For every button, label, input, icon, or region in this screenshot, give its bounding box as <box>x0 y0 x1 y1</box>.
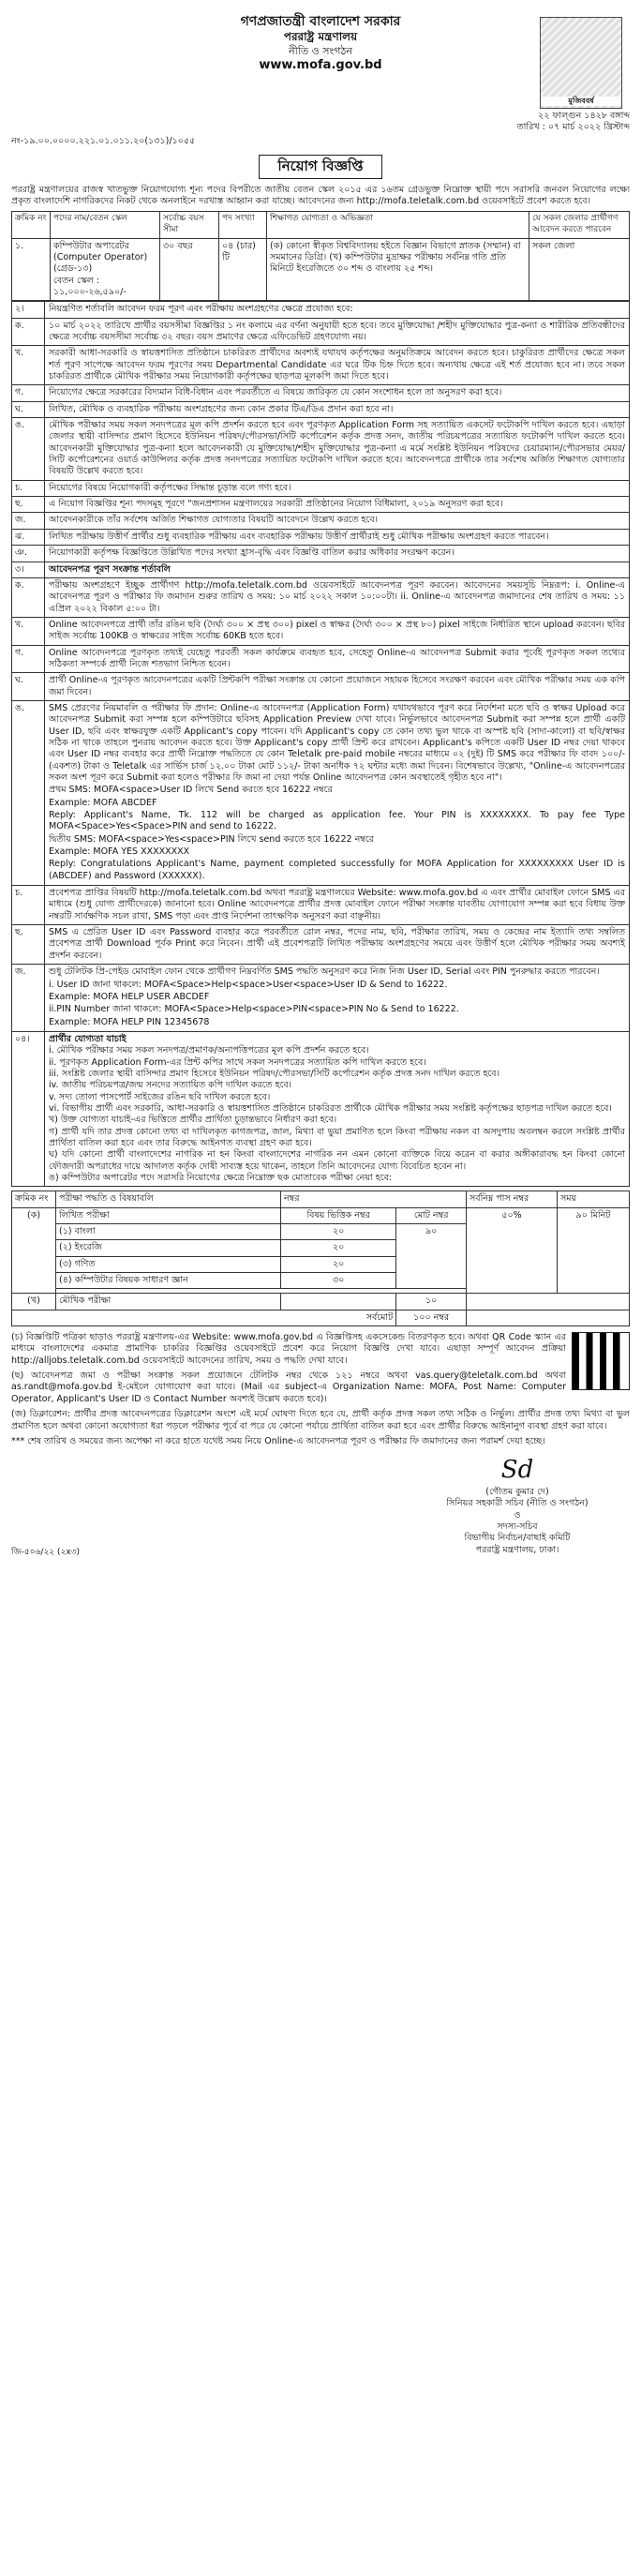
row-serial: ১. <box>12 238 51 301</box>
item-num: গ. <box>12 385 45 400</box>
list-item <box>12 885 629 924</box>
retrieve-user-id: i. User ID জানা থাকলে: MOFA<Space>Help<space>User<space>User ID & Send to 16222. <box>49 979 448 990</box>
list-item <box>12 645 629 673</box>
verification-item: ii. পূরণকৃত Application Form-এর প্রিন্ট কপির সাথে সকল সনদপত্রের সত্যায়িত কপি দাখিল করতে হবে। <box>49 1056 426 1068</box>
closing-note: *** শেষ তারিখ ও সময়ের জন্য অপেক্ষা না করে হাতে যথেষ্ট সময় নিয়ে Online-এ আবেদনপত্র পূরণ ও পরীক্ষার ফি জমাদানের জন্য পরামর্শ দেয়া হচ্ছে। <box>11 1435 545 1446</box>
item-text: প্রবেশপত্র প্রাপ্তির বিষয়টি http://mofa.teletalk.com.bd অথবা পররাষ্ট্র মন্ত্রণালয়ের Website: www.mofa.gov.bd এ এবং প্রার্থীর মোবাইল ফোনে SMS এর মাধ্যমে (শুধু যোগ্য প্রার্থীদেরকে) জানানো হবে। Online আবেদনপত্রে প্রার্থীর প্রদত্ত মোবাইল ফোনে পরীক্ষা সংক্রান্ত যাবতীয় যোগাযোগ সম্পন্ন করা হবে বিধায় উক্ত নম্বরটি সার্বক্ষণিক সচল রাখা, SMS পড়া এবং প্রাপ্ত নির্দেশনা তাৎক্ষণিক অনুসরণ করা বাঞ্ছনীয়। <box>49 888 625 921</box>
subject-cell <box>56 1240 281 1256</box>
pass-marks: ৫০% <box>467 1207 558 1294</box>
sms-first-example: Example: MOFA ABCDEF <box>49 797 157 808</box>
subject-id: (২) <box>59 1242 72 1253</box>
subject-marks: ২০ <box>281 1224 396 1240</box>
retrieve-pin-example: Example: MOFA HELP PIN 12345678 <box>49 1016 210 1027</box>
item-text: পরীক্ষায় অংশগ্রহণে ইচ্ছুক প্রার্থীগণ http://mofa.teletalk.com.bd ওয়েবসাইটে আবেদনপত্র পূরণ করবেন। আবেদনের সময়সূচি নিম্নরূপ: i. Online-এ আবেদনপত্র পূরণ ও পরীক্ষার ফি জমাদান শুরুর তারিখ ও সময়: ১০ মার্চ ২০২২ সকাল ১০:০০টা। ii. Online-এ আবেদনপত্র জমাদানের শেষ তারিখ ও সময়: ১১ এপ্রিল ২০২২ বিকাল ৫:০০ টা। <box>49 579 625 614</box>
row-post <box>51 238 160 301</box>
marks-col-method: পরীক্ষা পদ্ধতি ও বিষয়াবলি <box>56 1191 281 1207</box>
list-item <box>12 964 629 1031</box>
row-qualification: (ক) কোনো স্বীকৃত বিশ্ববিদ্যালয় হইতে বিজ্ঞান বিভাগে স্নাতক (সম্মান) বা সমমানের ডিগ্রি। (খ) কম্পিউটার মুদ্রাক্ষর পরীক্ষায় সর্বনিম্ন গতি প্রতি মিনিটে ইংরেজিতে ৩০ শব্দ ও বাংলায় ২৫ শব্দ। <box>267 238 529 301</box>
item-num: জ. <box>12 513 45 528</box>
list-item <box>12 577 629 617</box>
total-label: সর্বমোট <box>12 1310 396 1325</box>
item-num: ঙ. <box>12 418 45 480</box>
wing-title: নীতি ও সংগঠন <box>289 44 352 57</box>
col-post: পদের নাম/বেতন স্কেল <box>51 212 160 238</box>
subject-marks: ২০ <box>281 1256 396 1272</box>
verification-title: প্রার্থীর যোগ্যতা যাচাই <box>49 1033 127 1044</box>
note-contact: (ছ) আবেদনপত্র জমা ও পরীক্ষা সংক্রান্ত সকল প্রয়োজনে টেলিটক নম্বর থেকে ১২১ নম্বরে অথবা vas.query@teletalk.com.bd অথবা as.randt@mofa.gov.bd ই-মেইলে যোগাযোগ করা যাবে। (Mail এর subject-এ Organization Name: MOFA, Post Name: Computer Operator, Applicant's User ID ও Contact Number অবশ্যই উল্লেখ করতে হবে)। <box>11 1370 566 1404</box>
list-item <box>12 496 629 512</box>
item-num: গ. <box>12 646 45 673</box>
item-num: ৩। <box>12 562 45 577</box>
viva-serial: (খ) <box>12 1294 56 1310</box>
verification-extra: গ) প্রার্থী যদি তার প্রদত্ত কোনো তথ্য বা দাখিলকৃত কাগজপত্র, জাল, মিথ্যা বা ভুয়া প্রমাণিত হলে কিংবা পরীক্ষায় নকল বা অসদুপায় অবলম্বন করলে সংশ্লিষ্ট প্রার্থীর প্রার্থিতা বাতিল করা হবে এবং তার বিরুদ্ধে আইনগত ব্যবস্থা গ্রহণ করা হবে। <box>49 1126 625 1148</box>
final-notes <box>11 1332 566 1409</box>
item-text: লিখিত পরীক্ষায় উত্তীর্ণ প্রার্থীর শুধু ব্যবহারিক পরীক্ষায় এবং ব্যবহারিক পরীক্ষায় উত্তীর্ণ প্রার্থীরাই শুধু মৌখিক পরীক্ষায় অংশগ্রহণ করতে পারবেন। <box>49 531 549 542</box>
logo-label: মুজিববর্ষ <box>541 97 621 106</box>
verification-extra: খ) উক্ত যোগ্যতা যাচাই-এর ভিত্তিতে প্রার্থীর প্রার্থিতা চূড়ান্তভাবে নির্ধারণ করা হবে। <box>49 1115 337 1126</box>
post-scale-label: বেতন স্কেল : <box>53 275 99 286</box>
signatory-and: ও <box>514 1509 521 1520</box>
qr-code[interactable] <box>572 1332 630 1390</box>
subject-cell <box>56 1273 281 1289</box>
item-text: নিয়োগের ক্ষেত্রে সরকারের বিদ্যমান বিধি-বিধান এবং পরবর্তীতে এ বিষয়ে জারিকৃত যে কোন সংশোধন হলে তা অনুসরণ করা হবে। <box>49 387 502 398</box>
marks-col-time: সময় <box>558 1191 630 1207</box>
subject-marks: ৩০ <box>281 1273 396 1289</box>
viva-marks: ১০ <box>396 1294 467 1310</box>
list-item <box>12 318 629 346</box>
final-notes-block <box>11 1332 630 1409</box>
table-row <box>12 1294 630 1310</box>
item-num: চ. <box>12 481 45 496</box>
signatory-designation: সিনিয়র সহকারী সচিব (নীতি ও সংগঠন) <box>446 1498 589 1509</box>
sms-first-reply: Reply: Applicant's Name, Tk. 112 will be charged as application fee. Your PIN is XXXXXXXX. To pay fee Type MOFA<Space>Yes<Space>PIN and send to 16222. <box>49 810 625 832</box>
list-item <box>12 401 629 417</box>
list-item <box>12 700 629 885</box>
written-total: ৯০ <box>396 1224 467 1289</box>
table-row <box>12 1207 630 1223</box>
website-link[interactable]: www.mofa.gov.bd <box>259 58 382 73</box>
marks-table <box>11 1191 630 1326</box>
subject-id: (৩) <box>59 1258 72 1269</box>
item-text: মৌখিক পরীক্ষার সময় সকল সনদপত্রের মূল কপি প্রদর্শন করতে হবে এবং পূরণকৃত Application Form সহ সত্যায়িত একসেট ফটোকপি দাখিল করতে হবে। এছাড়া জেলার স্থায়ী বাসিন্দার প্রমাণ হিসেবে ইউনিয়ন পরিষদ/পৌরসভা/সিটি কর্পোরেশন কর্তৃক প্রদত্ত সনদ, জাতীয় পরিচয়পত্রের সত্যায়িত ফটোকপি দাখিল করতে হবে। আবেদনকারী মুক্তিযোদ্ধার পুত্র-কন্যা হলে আবেদনকারী যে মুক্তিযোদ্ধা/শহীদ মুক্তিযোদ্ধার পুত্র-কন্যা এ মর্মে সংশ্লিষ্ট ইউনিয়ন পরিষদের চেয়ারম্যান/পৌরসভার মেয়র/সিটি কর্পোরেশনের ওয়ার্ড কাউন্সিলর কর্তৃক প্রদত্ত সনদপত্রের সত্যায়িত ফটোকপি দাখিল করতে হবে। আবেদনপত্রে প্রার্থীকে তার সর্বশেষ অর্জিত শিক্ষাগত যোগ্যতার বিষয়টি উল্লেখ করতে হবে। <box>49 420 625 477</box>
note-declaration: (জ) ডিক্লারেশন: প্রার্থীর প্রদত্ত আবেদনপত্রের ডিক্লারেশন অংশে এই মর্মে ঘোষণা দিতে হবে যে, প্রার্থী কর্তৃক প্রদত্ত সকল তথ্য সঠিক ও নির্ভুল। প্রার্থীর প্রদত্ত তথ্য মিথ্যা বা ভুল প্রমাণিত হলে অথবা কোনো অযোগ্যতা ধরা পড়লে পরীক্ষার পূর্বে বা পরে যে কোনো পর্যায়ে প্রার্থিতা বাতিল করা হবে এবং প্রার্থীর বিরুদ্ধে আইনানুগ ব্যবস্থা গ্রহণ করা যাবে। <box>11 1409 630 1431</box>
list-item <box>12 617 629 645</box>
list-item <box>12 924 629 964</box>
subject-marks: ২০ <box>281 1240 396 1256</box>
exam-time: ৯০ মিনিট <box>558 1207 630 1294</box>
retrieve-pin: ii.PIN Number জানা থাকলে: MOFA<Space>Help<space>PIN<space>PIN No & Send to 16222. <box>49 1004 459 1015</box>
item-num: ০৪। <box>12 1032 45 1186</box>
col-districts: যে সকল জেলার প্রার্থীগণ আবেদন করতে পারবেন <box>529 212 630 238</box>
date-bangla: ২২ ফাল্গুন ১৪২৮ বঙ্গাব্দ <box>538 111 630 121</box>
item-num: ঝ. <box>12 530 45 545</box>
table-row <box>12 1310 630 1325</box>
govt-title: গণপ্রজাতন্ত্রী বাংলাদেশ সরকার <box>240 14 401 29</box>
ministry-title: পররাষ্ট্র মন্ত্রণালয় <box>283 30 358 44</box>
item-text: আবেদনপত্র পূরণ সংক্রান্ত শর্তাবলি <box>49 563 171 575</box>
note-website: (চ) বিজ্ঞপ্তিটি পত্রিকা ছাড়াও পররাষ্ট্র মন্ত্রণালয়-এর Website: www.mofa.gov.bd এ বিজ্ঞপ্তিসহ একসেকেন্ড বিতরণকৃত হবে। অথবা QR Code স্ক্যান এর মাধ্যমে বাংলাদেশের একমাত্র প্রামাণিক চাকরির বিজ্ঞপ্তির ওয়েবসাইটে প্রবেশ করে নিয়োগ বিজ্ঞপ্তি দেখা যাবে। এছাড়া সম্পূর্ণ আবেদন প্রক্রিয়া http://alljobs.teletalk.com.bd ওয়েবসাইটে আবেদনের তারিখ, সময় ও পদ্ধতি দেখা যাবে। <box>11 1332 566 1366</box>
item-num: ঙ. <box>12 701 45 885</box>
viva-sub-cell <box>281 1294 396 1310</box>
item-text: Online আবেদনপত্রে প্রার্থী তাঁর রঙিন ছবি (দৈর্ঘ্য ৩০০ × প্রস্থ ৩০০) pixel ও স্বাক্ষর (দৈর্ঘ্য ৩০০ × প্রস্থ ৮০) pixel সাইজে নির্ধারিত স্থানে upload করবেন। ছবির সাইজ সর্বোচ্চ 100KB ও স্বাক্ষরের সাইজ সর্বোচ্চ 60KB হতে হবে। <box>49 619 625 642</box>
header <box>11 13 630 118</box>
item-text: লিখিত, মৌখিক ও ব্যবহারিক পরীক্ষায় অংশগ্রহণের জন্য কোন প্রকার টিএ/ডিএ প্রদান করা হবে না। <box>49 403 394 414</box>
post-table <box>11 211 630 301</box>
viva-method: মৌখিক পরীক্ষা <box>56 1294 281 1310</box>
sms-second-label: দ্বিতীয় SMS: MOFA<space>Yes<space>PIN লিখে send করতে হবে 16222 নম্বরে <box>49 833 374 845</box>
item-num: ২। <box>12 302 45 317</box>
marks-col-marks: নম্বর <box>281 1191 467 1207</box>
viva-empty-cell <box>467 1294 630 1310</box>
row-districts: সকল জেলা <box>529 238 630 301</box>
item-text: এ নিয়োগ বিজ্ঞপ্তির শূন্য পদসমূহ পূরণে "জনপ্রশাসন মন্ত্রণালয়ের সরকারী প্রতিষ্ঠানের নিয়োগ বিধিমালা, ২০১৯ অনুসরণ করা হবে। <box>49 499 503 510</box>
subject-name: ইংরেজি <box>74 1242 102 1253</box>
total-marks: ১০০ নম্বর <box>396 1310 467 1325</box>
post-table-header <box>12 212 630 238</box>
col-count: পদ সংখ্যা <box>219 212 267 238</box>
item-text: নিয়োগের বিষয়ে নিয়োগকারী কর্তৃপক্ষের সিদ্ধান্ত চূড়ান্ত বলে গণ্য হবে। <box>49 482 291 493</box>
item-num: ছ. <box>12 497 45 512</box>
date-gregorian-row <box>11 122 630 133</box>
item-num: ক. <box>12 578 45 617</box>
conditions-list <box>11 301 630 1187</box>
verification-block <box>45 1032 629 1186</box>
retrieve-block <box>45 965 629 1031</box>
committee-name: বিভাগীয় নির্বাচন/বাছাই কমিটি <box>464 1533 571 1544</box>
retrieve-intro: শুধু টেলিটক প্রি-পেইড মোবাইল ফোন থেকে প্রার্থীগণ নিম্নবর্ণিত SMS পদ্ধতি অনুসরণ করে নিজ নিজ User ID, Serial এবং PIN পুনরুদ্ধার করতে পারবেন। <box>49 966 600 978</box>
verification-item: iv. জাতীয় পরিচয়পত্র/জন্ম সনদের সত্যায়িত কপি দাখিল করতে হবে। <box>49 1080 292 1091</box>
list-item <box>12 384 629 400</box>
footer-reference: জি-৫০৬/২২ (২x৩) <box>11 1547 81 1557</box>
date-gregorian: ০৭ মার্চ ২০২২ খ্রিস্টাব্দ <box>547 122 630 133</box>
notice-title: নিয়োগ বিজ্ঞপ্তি <box>259 155 382 179</box>
date-label: তারিখ : <box>516 122 545 133</box>
list-item <box>12 345 629 384</box>
list-item <box>12 512 629 528</box>
subject-cell <box>56 1256 281 1272</box>
written-method: লিখিত পরীক্ষা <box>56 1207 281 1223</box>
signature: Sd <box>500 1456 534 1485</box>
post-grade: (গ্রেড-১৩) <box>53 263 93 275</box>
col-age: সর্বোচ্চ বয়স সীমা <box>160 212 219 238</box>
verification-item: v. সদ্য তোলা পাসপোর্ট সাইজের রঙিন ছবি দাখিল করতে হবে। <box>49 1091 271 1102</box>
subject-name: গণিত <box>74 1258 96 1269</box>
item-num: খ. <box>12 618 45 645</box>
verification-item: vi. বিভাগীয় প্রার্থী এবং সরকারি, আধা-সরকারি ও স্বায়ত্তশাসিত প্রতিষ্ঠানে চাকরিরত প্রার্থীকে মৌখিক পরীক্ষার সময় সংশ্লিষ্ট কর্তৃপক্ষের ছাড়পত্র দাখিল করতে হবে। <box>49 1102 612 1114</box>
item-text: নিয়ন্ত্রণিত শর্তাবলি আবেদন ফরম পূরণ এবং পরীক্ষায় অংশগ্রহণের ক্ষেত্রে প্রযোজ্য হবে: <box>49 304 353 315</box>
item-text: সরকারী আধা-সরকারি ও স্বায়ত্তশাসিত প্রতিষ্ঠানে চাকরিরত প্রার্থীদের অবশ্যই যথাযথ কর্তৃপক্ষের অনুমতিক্রমে আবেদন করতে হবে। চাকুরিরত প্রার্থীদের ক্ষেত্রে সকল শর্ত পূরণ সাপেক্ষে আবেদন ফরম পূরণের সময় Departmental Candidate এর ঘরে টিক চিহ্ন দিতে হবে। অন্যথায় ক্ষেত্রে এই শর্ত প্রযোজ্য হবে না। তবে সকল চাকরিরত প্রার্থীকে মৌখিক পরীক্ষার সময় নিয়োগকারী কর্তৃপক্ষের ছাড়পত্র মূলকপি জমা দিতে হবে। <box>49 348 625 382</box>
list-item <box>12 529 629 545</box>
signatory-role: সদস্য-সচিব <box>497 1521 538 1533</box>
item-num: জ. <box>12 965 45 1031</box>
page <box>11 0 630 1558</box>
marks-header <box>12 1191 630 1207</box>
list-item <box>12 562 629 577</box>
verification-item: iii. সংশ্লিষ্ট জেলার স্থায়ী বাসিন্দার প্রমাণ হিসেবে ইউনিয়ন পরিষদ/পৌরসভা/সিটি কর্পোরেশন কর্তৃক প্রদত্ত সনদ দাখিল করতে হবে। <box>49 1068 499 1079</box>
intro-paragraph: পররাষ্ট্র মন্ত্রণালয়ের রাজস্ব খাতভুক্ত নিয়োগযোগ্য শূন্য পদের বিপরীতে জাতীয় বেতন স্কেল ২০১৫ এর ১৬তম গ্রেডভুক্ত নিম্নোক্ত স্থায়ী পদে সরাসরি জনবল নিয়োগের লক্ষ্যে প্রকৃত বাংলাদেশি নাগরিকদের নিকট থেকে অনলাইনে দরখাস্ত আহ্বান করা যাচ্ছে। আবেদনের জন্য http://mofa.teletalk.com.bd ওয়েবসাইটে প্রবেশ করতে হবে। <box>11 184 630 206</box>
signature-block <box>11 1455 630 1558</box>
table-row <box>12 238 630 301</box>
sms-second-reply: Reply: Congratulations Applicant's Name, payment completed successfully for MOFA Application for XXXXXXXXX User ID is (ABCDEF) and Password (XXXXXX). <box>49 859 625 881</box>
signatory-office: পররাষ্ট্র মন্ত্রণালয়, ঢাকা। <box>475 1544 559 1555</box>
total-empty-cell <box>467 1310 630 1325</box>
list-item <box>12 545 629 561</box>
item-text: SMS এ প্রেরিত User ID এবং Password ব্যবহার করে পরবর্তীতে রোল নম্বর, পদের নাম, ছবি, পরীক্ষার তারিখ, সময় ও কেন্দ্রের নাম ইত্যাদি তথ্য সম্বলিত প্রবেশপত্র প্রার্থী Download পূর্বক Print করে নিবেন। প্রার্থী এই প্রবেশপত্রটি লিখিত পরীক্ষায় অংশগ্রহণের সময়ে এবং উত্তীর্ণ হলে মৌখিক পরীক্ষার সময় অবশ্যই প্রদর্শন করবেন। <box>49 927 625 961</box>
subject-name: কম্পিউটার বিষয়ক সাধারণ জ্ঞান <box>74 1275 188 1286</box>
item-num: ছ. <box>12 925 45 964</box>
verification-extra: ঘ) যদি কোনো প্রার্থী বাংলাদেশের নাগরিক না হন কিংবা বাংলাদেশের নাগরিক নন এমন কোনো ব্যক্তিকে বিয়ে করেন বা করার অঙ্গীকারাবদ্ধ হন কিংবা কোনো ফৌজদারী অপরাধের দায়ে আদালত কর্তৃক দোষী সাব্যস্ত হয়ে থাকেন, তাহলে তিনি আবেদনের যোগ্য বিবেচিত হবেন না। <box>49 1149 625 1172</box>
subject-id: (৪) <box>59 1275 72 1286</box>
mujib-borsho-logo <box>540 17 622 109</box>
item-num: ঞ. <box>12 546 45 561</box>
sub-marks-header: বিষয় ভিত্তিক নম্বর <box>281 1207 396 1223</box>
subject-cell <box>56 1224 281 1240</box>
list-item <box>12 480 629 496</box>
item-text: ১০ মার্চ ২০২২ তারিখে প্রার্থীর বয়সসীমা বিজ্ঞপ্তির ১ নং কলামে এর বর্ণনা অনুযায়ী হতে হবে। তবে মুক্তিযোদ্ধা /শহীদ মুক্তিযোদ্ধার পুত্র-কন্যা ও শারীরিক প্রতিবন্ধীদের ক্ষেত্রে সর্বোচ্চ বয়সসীমা সর্বোচ্চ ৩২ বছর। বয়স প্রমাণের ক্ষেত্রে এফিডেভিট গ্রহণযোগ্য নয়। <box>49 320 625 342</box>
row-age: ৩০ বছর <box>160 238 219 301</box>
written-serial: (ক) <box>12 1207 56 1294</box>
item-text: Online আবেদনপত্রে পূরণকৃত তথ্যই যেহেতু পরবর্তী সকল কার্যক্রমে ব্যবহৃত হবে, সেহেতু Online-এ আবেদনপত্র Submit করার পূর্বেই পূরণকৃত সকল তথ্যের সঠিকতা সম্পর্কে প্রার্থী নিজে শতভাগ নিশ্চিত হবেন। <box>49 647 625 669</box>
verification-item: i. মৌখিক পরীক্ষার সময় সকল সনদপত্র/প্রমাণক/অনাপত্তিপত্রের মূল কপি প্রদর্শন করতে হবে। <box>49 1045 369 1056</box>
item-num: খ. <box>12 346 45 384</box>
signatory <box>424 1455 611 1556</box>
retrieve-user-id-example: Example: MOFA HELP USER ABCDEF <box>49 991 210 1002</box>
marks-col-serial: ক্রমিক নং <box>12 1191 56 1207</box>
memo-number: নং-১৯.০০.০০০০.২২১.০১.০১১.২০(১৩১)/১০৫৫ <box>11 135 196 146</box>
sms-first-label: প্রথম SMS: MOFA<space>User ID লিখে Send করতে হবে 16222 নম্বরে <box>49 785 333 796</box>
list-item <box>12 417 629 480</box>
item-text: SMS প্রেরণের নিয়মাবলি ও পরীক্ষার ফি প্রদান: Online-এ আবেদনপত্র (Application Form) যথাযথভাবে পূরণ করে নির্দেশনা মতে ছবি ও স্বাক্ষর Upload করে আবেদনপত্র Submit করা সম্পন্ন হলে কম্পিউটারে ছবিসহ Application Preview দেখা যাবে। নির্ভুলভাবে আবেদনপত্র Submit করা সম্পন্ন হলে প্রার্থী একটি User ID, ছবি এবং স্বাক্ষরযুক্ত একটি Applicant's copy পাবেন। যদি Applicant's copy তে কোন তথ্য ভুল থাকে বা অস্পষ্ট ছবি (সাদা-কালো) বা ছবি/স্বাক্ষর সঠিক না থাকে তাহলে পুনরায় আবেদন করতে হবে। উক্ত Applicant's copy প্রার্থী প্রিন্ট করে রাখবেন। Applicant's কপিতে একটি User ID নম্বর দেয়া থাকবে এবং User ID নম্বর ব্যবহার করে প্রার্থী নিম্নোক্ত পদ্ধতিতে যে কোন Teletalk pre-paid mobile নম্বরের মাধ্যমে ০২ (দুই) টি SMS করে পরীক্ষার ফি বাবদ ১০০/- (একশত) টাকা ও Teletalk এর সার্ভিস চার্জ ১২.০০ টাকা মোট ১১২/- টাকা অনধিক ৭২ ঘন্টার মধ্যে জমা দিবেন। বিশেষভাবে উল্লেখ্য, "Online-এ আবেদনপত্রের সকল অংশ পূরণ করে Submit করা হলেও পরীক্ষার ফি জমা না দেয়া পর্যন্ত Online আবেদনপত্র কোন অবস্থাতেই গৃহীত হবে না"। <box>49 702 625 783</box>
item-num: চ. <box>12 886 45 924</box>
signatory-name: (গৌতম কুমার দে) <box>485 1486 549 1497</box>
row-count: ০৪ (চার) টি <box>219 238 267 301</box>
memo-row <box>11 136 630 147</box>
item-num: ঘ. <box>12 402 45 417</box>
item-num: ক. <box>12 319 45 346</box>
sms-block <box>45 701 629 885</box>
total-marks-header: মোট নম্বর <box>396 1207 467 1223</box>
list-item <box>12 302 629 317</box>
item-text: প্রার্থী Online-এ পূরণকৃত আবেদনপত্রের একটি প্রিন্টকপি পরীক্ষা সংক্রান্ত যে কোনো প্রয়োজনে সহায়ক হিসেবে সংরক্ষণ করবেন এবং মৌখিক পরীক্ষার সময় এক কপি জমা দিবেন। <box>49 675 625 697</box>
list-item <box>12 1031 629 1186</box>
marks-col-pass: সর্বনিম্ন পাস নম্বর <box>467 1191 558 1207</box>
post-name: কম্পিউটার অপারেটর (Computer Operator) <box>53 240 148 262</box>
item-text: আবেদনকারীকে তাঁর সর্বশেষ অর্জিত শিক্ষাগত যোগ্যতার বিষয়টি আবেদনে উল্লেখ করতে হবে। <box>49 515 379 526</box>
verification-extra: ঙ) কম্পিউটার অপারেটর পদে সরাসরি নিয়োগের ক্ষেত্রে নিম্নোক্ত ছক মোতাবেক পরীক্ষা নেয়া হবে: <box>49 1173 392 1183</box>
subject-id: (১) <box>59 1226 72 1237</box>
sms-second-example: Example: MOFA YES XXXXXXXX <box>49 846 190 858</box>
item-num: ঘ. <box>12 673 45 700</box>
post-scale: ১১,০০০-২৬,৫৯০/- <box>53 286 127 297</box>
col-qualification: শিক্ষাগত যোগ্যতা ও অভিজ্ঞতা <box>267 212 529 238</box>
subject-name: বাংলা <box>74 1226 96 1237</box>
item-text: নিয়োগকারী কর্তৃপক্ষ বিজ্ঞপ্তিতে উল্লিখিত পদের সংখ্যা হ্রাস-বৃদ্ধি এবং বিজ্ঞপ্তি বাতিল করার অধিকার সংরক্ষণ করেন। <box>49 547 455 559</box>
list-item <box>12 672 629 700</box>
col-serial: ক্রমিক নং <box>12 212 51 238</box>
